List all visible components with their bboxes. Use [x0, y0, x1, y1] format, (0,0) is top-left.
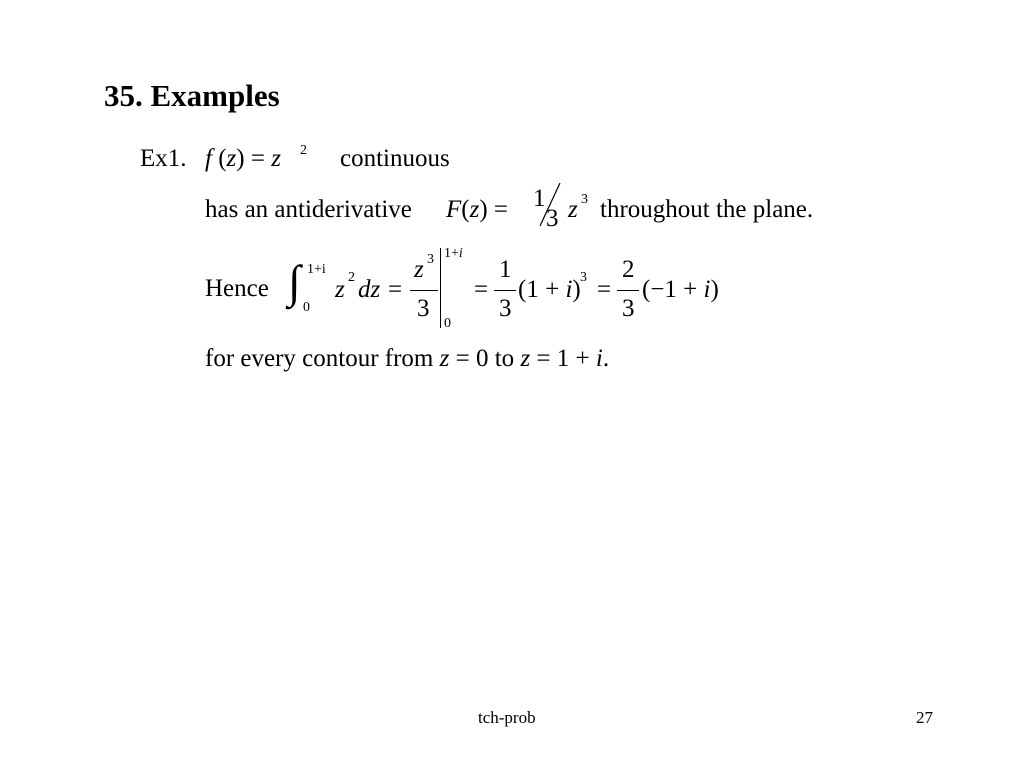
paren: )	[479, 196, 488, 223]
F-symbol: F	[446, 196, 462, 223]
equals-zero: = 0	[449, 345, 489, 372]
term-one-plus-i	[518, 276, 581, 304]
fraction-numerator: 2	[622, 256, 635, 283]
z-symbol: z	[469, 196, 480, 223]
fraction-denominator: 3	[499, 295, 512, 322]
equals-sign: =	[388, 276, 403, 303]
term-text: (−1 +	[642, 276, 704, 303]
term-text: (1 +	[518, 276, 566, 303]
paren: (	[218, 145, 227, 172]
antiderivative-expression	[446, 196, 508, 224]
paren: )	[236, 145, 245, 172]
i-symbol: i	[595, 345, 603, 372]
footer-label: tch-prob	[478, 708, 536, 727]
term-minus-one-plus-i	[642, 276, 719, 304]
exponent: 2	[300, 143, 307, 158]
i-symbol: i	[565, 276, 573, 303]
equals-sign: =	[250, 145, 265, 172]
z-symbol: z	[271, 145, 281, 172]
z-symbol: z	[226, 145, 237, 172]
paren: )	[710, 276, 719, 303]
z-symbol: z	[520, 345, 531, 372]
fraction-denominator: 3	[546, 205, 559, 232]
evaluation-lower-limit: 0	[444, 316, 451, 331]
z-symbol: z	[439, 345, 450, 372]
slide-title: 35. Examples	[104, 78, 280, 113]
i-symbol: i	[703, 276, 711, 303]
equals-sign: =	[597, 276, 612, 303]
function-definition	[205, 145, 281, 173]
integral-lower-limit: 0	[303, 300, 310, 315]
fraction-denominator: 3	[622, 295, 635, 322]
fraction-numerator: 1	[499, 256, 512, 283]
fraction-numerator: 1	[533, 185, 546, 212]
integral-upper-limit: 1+i	[307, 262, 326, 277]
fraction-bar	[410, 290, 438, 291]
to-word: to	[494, 345, 515, 372]
exponent: 3	[581, 192, 588, 207]
throughout-text: throughout the plane.	[600, 196, 814, 223]
exponent: 3	[580, 270, 587, 285]
equals-sign: =	[474, 276, 489, 303]
antiderivative-text: has an antiderivative	[205, 196, 412, 223]
fraction-bar	[494, 290, 516, 291]
fraction-bar	[617, 290, 639, 291]
continuous-label: continuous	[340, 145, 450, 172]
period: .	[602, 345, 610, 372]
paren: (	[461, 196, 470, 223]
contour-prefix: for every contour from	[205, 345, 434, 372]
exponent: 2	[348, 270, 355, 285]
z-symbol: z	[335, 276, 345, 303]
equals-one-plus: = 1 +	[530, 345, 596, 372]
evaluation-upper-limit	[444, 246, 463, 262]
paren: )	[572, 276, 581, 303]
fraction-denominator: 3	[417, 295, 430, 322]
evaluation-bar	[440, 248, 441, 328]
upper-text: 1+	[444, 246, 459, 261]
equals-sign: =	[493, 196, 509, 223]
page-number: 27	[916, 708, 933, 727]
contour-statement	[205, 345, 609, 373]
exponent: 3	[427, 252, 434, 267]
integral-sign: ∫	[288, 256, 301, 307]
fraction-numerator: z	[414, 256, 424, 283]
i-symbol: i	[458, 246, 463, 261]
hence-label: Hence	[205, 275, 269, 302]
f-symbol: f	[205, 145, 212, 172]
z-symbol: z	[568, 196, 578, 223]
dz-symbol: dz	[358, 276, 381, 303]
example-label: Ex1.	[140, 145, 187, 172]
